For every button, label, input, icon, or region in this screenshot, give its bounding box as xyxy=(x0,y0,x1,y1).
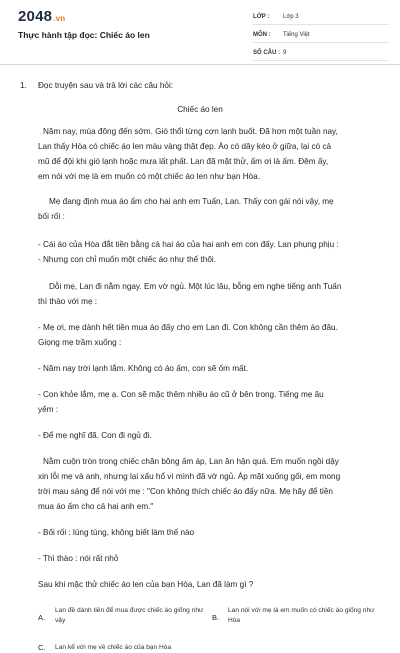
story-line: - Để mẹ nghĩ đã. Con đi ngủ đi. xyxy=(38,431,152,440)
logo-suffix: .vn xyxy=(53,14,66,23)
option-letter: A. xyxy=(38,613,46,622)
option-text: Lan nói với mẹ là em muốn có chiếc áo giống như Hòa xyxy=(228,607,375,624)
story-line: - Cái áo của Hòa đắt tiền bằng cả hai áo của hai anh em con đấy. Lan phụng phịu : xyxy=(38,240,339,249)
story-line: - Mẹ ơi, mẹ dành hết tiền mua áo đấy cho em Lan đi. Con không cần thêm áo đâu. xyxy=(38,323,338,332)
story-line: thì thào với mẹ : xyxy=(38,297,98,306)
meta-label: SỐ CÂU : xyxy=(253,50,280,56)
option-letter: B. xyxy=(212,613,220,622)
meta-value: Lớp 3 xyxy=(283,14,299,20)
story-line: - Năm nay trời lạnh lắm. Không có áo ấm, con sẽ ốm mất. xyxy=(38,364,249,373)
meta-value: 9 xyxy=(283,50,287,56)
story-line: bối rối : xyxy=(38,212,65,221)
story-line: Giọng mẹ trầm xuống : xyxy=(38,338,122,347)
story-line: trời mau sáng để nói với mẹ : "Con không thích chiếc áo đấy nữa. Mẹ hãy để tiền xyxy=(38,487,333,496)
story-title: Chiếc áo len xyxy=(177,105,223,114)
story-line: yếm : xyxy=(38,405,59,414)
question-prompt: Đọc truyện sau và trả lời các câu hỏi: xyxy=(38,81,174,90)
story-line: mũ để đội khi gió lạnh hoặc mưa lất phất. Lan đã mặt thử, ấm ơi là ấm. Đêm ấy, xyxy=(38,157,329,166)
story-line: xin lỗi mẹ và anh, nhưng lại xấu hổ vì mình đã vờ ngủ. Áp mặt xuống gối, em mong xyxy=(38,472,341,481)
document-title: Thực hành tập đọc: Chiếc áo len xyxy=(18,30,150,40)
meta-row-question-count xyxy=(253,46,389,61)
option-text: Lan kể với mẹ về chiếc áo của bạn Hòa xyxy=(55,644,172,651)
meta-label: LỚP : xyxy=(253,14,270,20)
sub-question: Sau khi mặc thử chiếc áo len của bạn Hòa, Lan đã làm gì ? xyxy=(38,580,254,589)
story-line: Nằm cuộn tròn trong chiếc chăn bông ấm áp, Lan ân hận quá. Em muốn ngồi dậy xyxy=(43,457,339,466)
site-logo[interactable] xyxy=(18,8,65,25)
story-line: em nói với mẹ là em muốn có một chiếc áo len như bạn Hòa. xyxy=(38,172,261,181)
option-letter: C. xyxy=(38,643,46,652)
meta-row-subject xyxy=(253,28,389,43)
story-line: Lan thấy Hòa có chiếc áo len màu vàng thật đẹp. Áo có dây kéo ở giữa, lại có cả xyxy=(38,142,332,151)
story-line: Năm nay, mùa đông đến sớm. Gió thổi từng cơn lạnh buốt. Đã hơn một tuần nay, xyxy=(43,127,338,136)
story-line: Dỗi mẹ, Lan đi nằm ngay. Em vờ ngủ. Một lúc lâu, bỗng em nghe tiếng anh Tuấn xyxy=(49,282,342,291)
glossary-line: - Bối rối : lúng túng, không biết làm thế nào xyxy=(38,528,195,537)
story-line: - Con khỏe lắm, mẹ ạ. Con sẽ mặc thêm nhiều áo cũ ở bên trong. Tiếng mẹ âu xyxy=(38,390,324,399)
meta-label: MÔN : xyxy=(253,32,271,38)
story-line: Mẹ đang định mua áo ấm cho hai anh em Tuấn, Lan. Thấy con gái nói vậy, mẹ xyxy=(49,197,334,206)
story-line: mua áo ấm cho cả hai anh em." xyxy=(38,502,154,511)
logo-text: 2048 xyxy=(18,8,53,25)
question-number: 1. xyxy=(20,81,27,90)
worksheet-header xyxy=(0,0,400,65)
meta-info xyxy=(253,10,389,64)
option-text: Lan đề dành tiền để mua được chiếc áo giống như vậy xyxy=(55,607,204,624)
story-line: - Nhưng con chỉ muốn một chiếc áo như thế thôi. xyxy=(38,255,216,264)
meta-value: Tiếng Việt xyxy=(283,32,310,38)
glossary-line: - Thì thào : nói rất nhỏ xyxy=(38,554,119,563)
meta-row-class xyxy=(253,10,389,25)
